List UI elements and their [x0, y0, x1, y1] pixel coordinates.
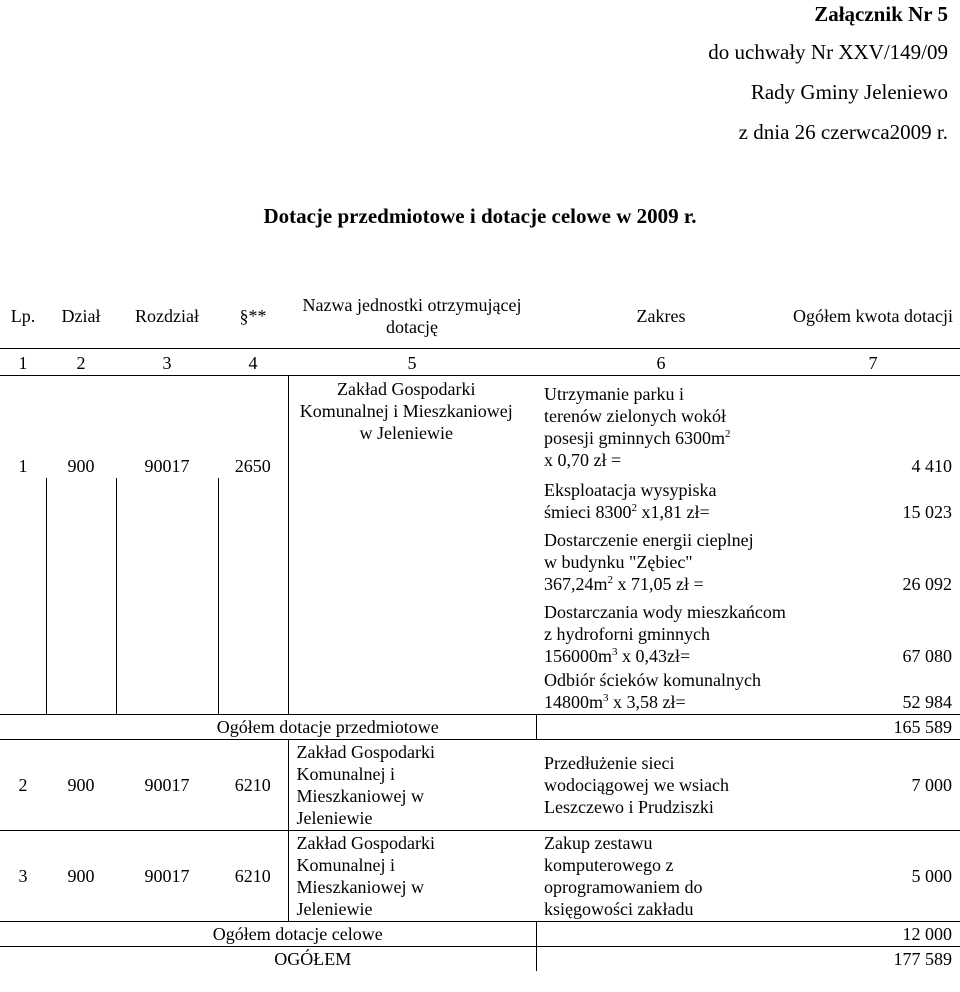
header-amount: Ogółem kwota dotacji — [786, 284, 960, 349]
row2-amount: 7 000 — [786, 740, 960, 831]
header-scope: Zakres — [536, 284, 786, 349]
row1-amount-1: 4 410 — [911, 456, 952, 476]
row2-lp: 2 — [0, 740, 46, 831]
row1-amount-5: 52 984 — [786, 668, 960, 715]
subtotal-przedmiotowe-label: Ogółem dotacje przedmiotowe — [0, 715, 536, 740]
resolution-date: z dnia 26 czerwca2009 r. — [738, 120, 948, 144]
row3-dzial: 900 — [46, 831, 116, 922]
column-number: 2 — [46, 349, 116, 376]
row2-paragraph: 6210 — [218, 740, 288, 831]
row3-lp: 3 — [0, 831, 46, 922]
row3-paragraph: 6210 — [218, 831, 288, 922]
column-number: 5 — [288, 349, 536, 376]
header-rozdzial: Rozdział — [116, 284, 218, 349]
header-unit-name: Nazwa jednostki otrzymującej dotację — [288, 284, 536, 349]
row1-paragraph: 2650 — [234, 456, 271, 476]
row2-rozdzial: 90017 — [116, 740, 218, 831]
column-number: 1 — [0, 349, 46, 376]
row1-scope-5: Odbiór ścieków komunalnych $14800m^3$ x 3,58 zł= — [536, 668, 786, 715]
row1-amount-3: 26 092 — [902, 574, 952, 594]
table-row — [0, 740, 960, 831]
row3-scope: Zakup zestawu komputerowego z oprogramowaniem do księgowości zakładu — [536, 831, 786, 922]
row1-scope-2: Eksploatacja wysypiska śmieci 8300$^2$ x1,81 zł= — [544, 480, 717, 522]
column-number: 3 — [116, 349, 218, 376]
row2-unit-name: Zakład Gospodarki Komunalnej i Mieszkaniowej w Jeleniewie — [288, 740, 536, 831]
subtotal-row — [0, 922, 960, 947]
column-number: 4 — [218, 349, 288, 376]
row3-unit-name: Zakład Gospodarki Komunalnej i Mieszkaniowej w Jeleniewie — [288, 831, 536, 922]
row1-amount-4: 67 080 — [902, 646, 952, 666]
subsidy-table-wrapper — [0, 284, 960, 971]
header-lp: Lp. — [0, 284, 46, 349]
row1-rozdzial: 90017 — [144, 456, 190, 476]
subtotal-celowe-label: Ogółem dotacje celowe — [0, 922, 536, 947]
table-row — [0, 831, 960, 922]
council-name: Rady Gminy Jeleniewo — [750, 80, 948, 104]
document-title: Dotacje przedmiotowe i dotacje celowe w 2009 r. — [263, 204, 697, 228]
grand-total-amount: 177 589 — [893, 949, 952, 969]
row1-amount-2: 15 023 — [902, 502, 952, 522]
row1-dzial: 900 — [67, 456, 95, 476]
table-row — [0, 376, 960, 479]
row1-scope-3: Dostarczenie energii cieplnej w budynku "Zębiec" $367,24m^2$ x 71,05 zł = — [544, 530, 754, 594]
subtotal-celowe-amount: 12 000 — [786, 922, 960, 947]
row1-scope-4: Dostarczania wody mieszkańcom z hydroforni gminnych $156000m^3$ x 0,43zł= — [544, 602, 786, 666]
table-header-row — [0, 284, 960, 349]
column-number: 7 — [786, 349, 960, 376]
row1-unit-name: Zakład Gospodarki Komunalnej i Mieszkaniowej w Jeleniewie — [288, 376, 536, 715]
subtotal-przedmiotowe-amount: 165 589 — [786, 715, 960, 740]
resolution-number: do uchwały Nr XXV/149/09 — [708, 40, 948, 64]
column-number: 6 — [536, 349, 786, 376]
row2-scope: Przedłużenie sieci wodociągowej we wsiach Leszczewo i Prudziszki — [536, 740, 786, 831]
row3-rozdzial: 90017 — [116, 831, 218, 922]
row2-dzial: 900 — [46, 740, 116, 831]
grand-total-label: OGÓŁEM — [274, 949, 352, 969]
column-numbers-row — [0, 349, 960, 376]
subsidy-table — [0, 284, 960, 971]
header-dzial: Dział — [46, 284, 116, 349]
attachment-number: Załącznik Nr 5 — [814, 2, 948, 26]
total-row — [0, 947, 960, 972]
header-paragraph: §** — [218, 284, 288, 349]
row1-lp: 1 — [18, 456, 28, 476]
row3-amount: 5 000 — [786, 831, 960, 922]
row1-scope-1: Utrzymanie parku i terenów zielonych wokół posesji gminnych $6300m^2$ x 0,70 zł = — [544, 384, 731, 470]
subtotal-row — [0, 715, 960, 740]
